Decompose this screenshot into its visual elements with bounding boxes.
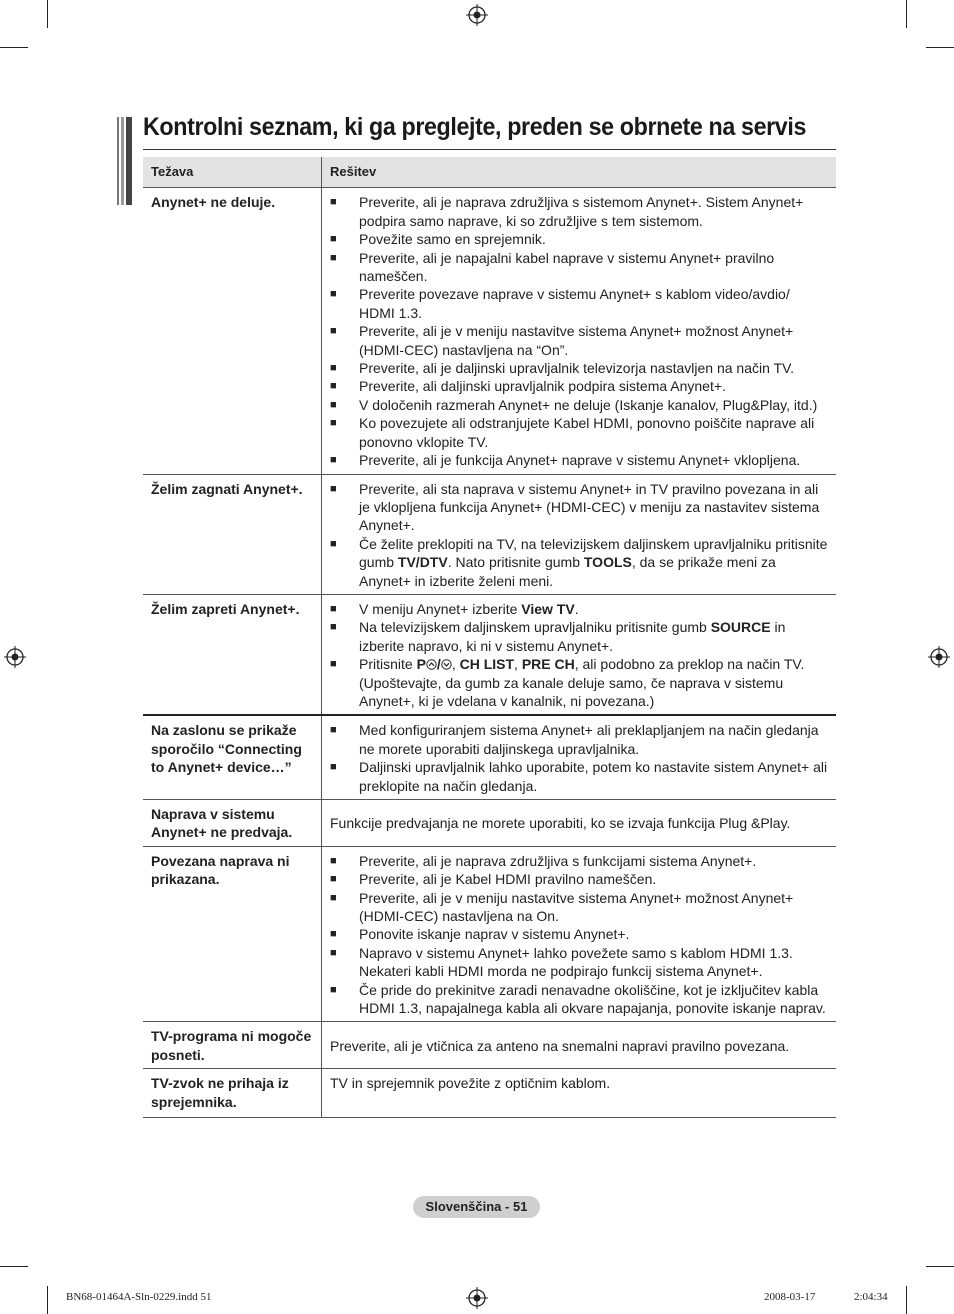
solution-cell: TV in sprejemnik povežite z optičnim kablom. — [322, 1069, 837, 1118]
print-date: 2008-03-17 — [764, 1291, 816, 1303]
print-file-info: BN68-01464A-Sln-0229.indd 51 — [66, 1291, 212, 1303]
problem-cell: Povezana naprava ni prikazana. — [143, 846, 322, 1022]
list-item: ■ Preverite, ali je naprava združljiva s funkcijami sistema Anynet+. — [330, 852, 828, 870]
list-item: ■ Daljinski upravljalnik lahko uporabite, potem ko nastavite sistem Anynet+ ali preklopite na način gledanja. — [330, 758, 828, 795]
crop-mark — [47, 1286, 48, 1314]
list-item: ■ Pritisnite P / , CH LIST, PRE CH, ali podobno za preklop na način TV. (Upoštevajte, da gumb za kanale deluje samo, če naprava v sistemu Anynet+, ki je vdelana v kanalnik, ni povezana.) — [330, 655, 828, 710]
list-item: ■ Med konfiguriranjem sistema Anynet+ ali preklapljanjem na način gledanja ne morete uporabiti daljinskega upravljalnika. — [330, 721, 828, 758]
registration-mark-icon — [928, 646, 950, 668]
list-item: ■ Preverite, ali je v meniju nastavitve sistema Anynet+ možnost Anynet+ (HDMI-CEC) nastavljena na On. — [330, 889, 828, 926]
table-header-row — [143, 157, 836, 188]
table-row — [143, 800, 836, 847]
table-row — [143, 846, 836, 1022]
page-title: Kontrolni seznam, ki ga preglejte, preden se obrnete na servis — [143, 113, 807, 141]
crop-mark — [47, 0, 48, 28]
solution-cell: Funkcije predvajanja ne morete uporabiti, ko se izvaja funkcija Plug &Play. — [322, 800, 837, 847]
crop-mark — [906, 0, 907, 28]
list-item: ■ Ponovite iskanje naprav v sistemu Anynet+. — [330, 925, 828, 943]
title-rule — [143, 149, 836, 150]
table-row — [143, 594, 836, 715]
solution-list — [330, 600, 828, 710]
solution-list — [330, 193, 828, 469]
crop-mark — [906, 1286, 907, 1314]
list-item: ■ Preverite, ali je funkcija Anynet+ naprave v sistemu Anynet+ vklopljena. — [330, 451, 828, 469]
problem-cell: Naprava v sistemu Anynet+ ne predvaja. — [143, 800, 322, 847]
problem-cell: Želim zagnati Anynet+. — [143, 474, 322, 594]
registration-mark-icon — [4, 646, 26, 668]
problem-cell: Želim zapreti Anynet+. — [143, 594, 322, 715]
solution-list — [330, 852, 828, 1018]
list-item: ■ Preverite, ali sta naprava v sistemu Anynet+ in TV pravilno povezana in ali je vklopljena funkcija Anynet+ (HDMI-CEC) v meniju za nastavitev sistema Anynet+. — [330, 480, 828, 535]
list-item: ■ Preverite, ali daljinski upravljalnik podpira sistema Anynet+. — [330, 377, 828, 395]
page-number-badge: Slovenščina - 51 — [413, 1196, 540, 1218]
table-row — [143, 188, 836, 474]
registration-mark-icon — [466, 4, 488, 26]
column-header-problem: Težava — [143, 157, 322, 188]
list-item: ■ Preverite, ali je v meniju nastavitve sistema Anynet+ možnost Anynet+ (HDMI-CEC) nastavljena na “On”. — [330, 322, 828, 359]
table-row — [143, 1022, 836, 1069]
list-item: ■ Ko povezujete ali odstranjujete Kabel HDMI, ponovno poiščite naprave ali ponovno vklopite TV. — [330, 414, 828, 451]
crop-mark — [926, 1266, 954, 1267]
solution-list — [330, 480, 828, 590]
list-item: ■ Na televizijskem daljinskem upravljalniku pritisnite gumb SOURCE in izberite napravo, ki ni v sistemu Anynet+. — [330, 618, 828, 655]
title-decoration — [117, 117, 132, 205]
crop-mark — [926, 47, 954, 48]
problem-cell: TV-zvok ne prihaja iz sprejemnika. — [143, 1069, 322, 1118]
solution-cell — [322, 188, 837, 474]
list-item: ■ Preverite povezave naprave v sistemu Anynet+ s kablom video/avdio/ HDMI 1.3. — [330, 285, 828, 322]
channel-down-icon — [441, 659, 452, 670]
table-row — [143, 715, 836, 799]
solution-cell — [322, 594, 837, 715]
solution-cell — [322, 846, 837, 1022]
list-item: ■ Preverite, ali je Kabel HDMI pravilno nameščen. — [330, 870, 828, 888]
troubleshooting-table — [143, 157, 836, 1118]
list-item: ■ V meniju Anynet+ izberite View TV. — [330, 600, 828, 618]
crop-mark — [0, 1266, 28, 1267]
solution-cell — [322, 474, 837, 594]
list-item: ■ Preverite, ali je napajalni kabel naprave v sistemu Anynet+ pravilno nameščen. — [330, 249, 828, 286]
print-time: 2:04:34 — [854, 1291, 888, 1303]
table-row — [143, 474, 836, 594]
column-header-solution: Rešitev — [322, 157, 837, 188]
list-item: ■ Napravo v sistemu Anynet+ lahko povežete samo s kablom HDMI 1.3. Nekateri kabli HDMI morda ne podpirajo funkcij sistema Anynet+. — [330, 944, 828, 981]
problem-cell: TV-programa ni mogoče posneti. — [143, 1022, 322, 1069]
channel-up-icon — [426, 659, 437, 670]
solution-cell: Preverite, ali je vtičnica za anteno na snemalni napravi pravilno povezana. — [322, 1022, 837, 1069]
problem-cell: Anynet+ ne deluje. — [143, 188, 322, 474]
crop-mark — [0, 47, 28, 48]
solution-list — [330, 721, 828, 795]
solution-cell — [322, 715, 837, 799]
registration-mark-icon — [466, 1287, 488, 1309]
list-item: ■ V določenih razmerah Anynet+ ne deluje (Iskanje kanalov, Plug&Play, itd.) — [330, 396, 828, 414]
list-item: ■ Če pride do prekinitve zaradi nenavadne okoliščine, kot je izključitev kabla HDMI 1.3, napajalnega kabla ali okvare napajanja, ponovite iskanje naprav. — [330, 981, 828, 1018]
problem-cell: Na zaslonu se prikaže sporočilo “Connecting to Anynet+ device…” — [143, 715, 322, 799]
list-item: ■ Če želite preklopiti na TV, na televizijskem daljinskem upravljalniku pritisnite gumb TV/DTV. Nato pritisnite gumb TOOLS, da se prikaže meni za Anynet+ in izberite želeni meni. — [330, 535, 828, 590]
table-row — [143, 1069, 836, 1118]
list-item: ■ Povežite samo en sprejemnik. — [330, 230, 828, 248]
list-item: ■ Preverite, ali je daljinski upravljalnik televizorja nastavljen na način TV. — [330, 359, 828, 377]
list-item: ■ Preverite, ali je naprava združljiva s sistemom Anynet+. Sistem Anynet+ podpira samo naprave, ki so združljive s tem sistemom. — [330, 193, 828, 230]
